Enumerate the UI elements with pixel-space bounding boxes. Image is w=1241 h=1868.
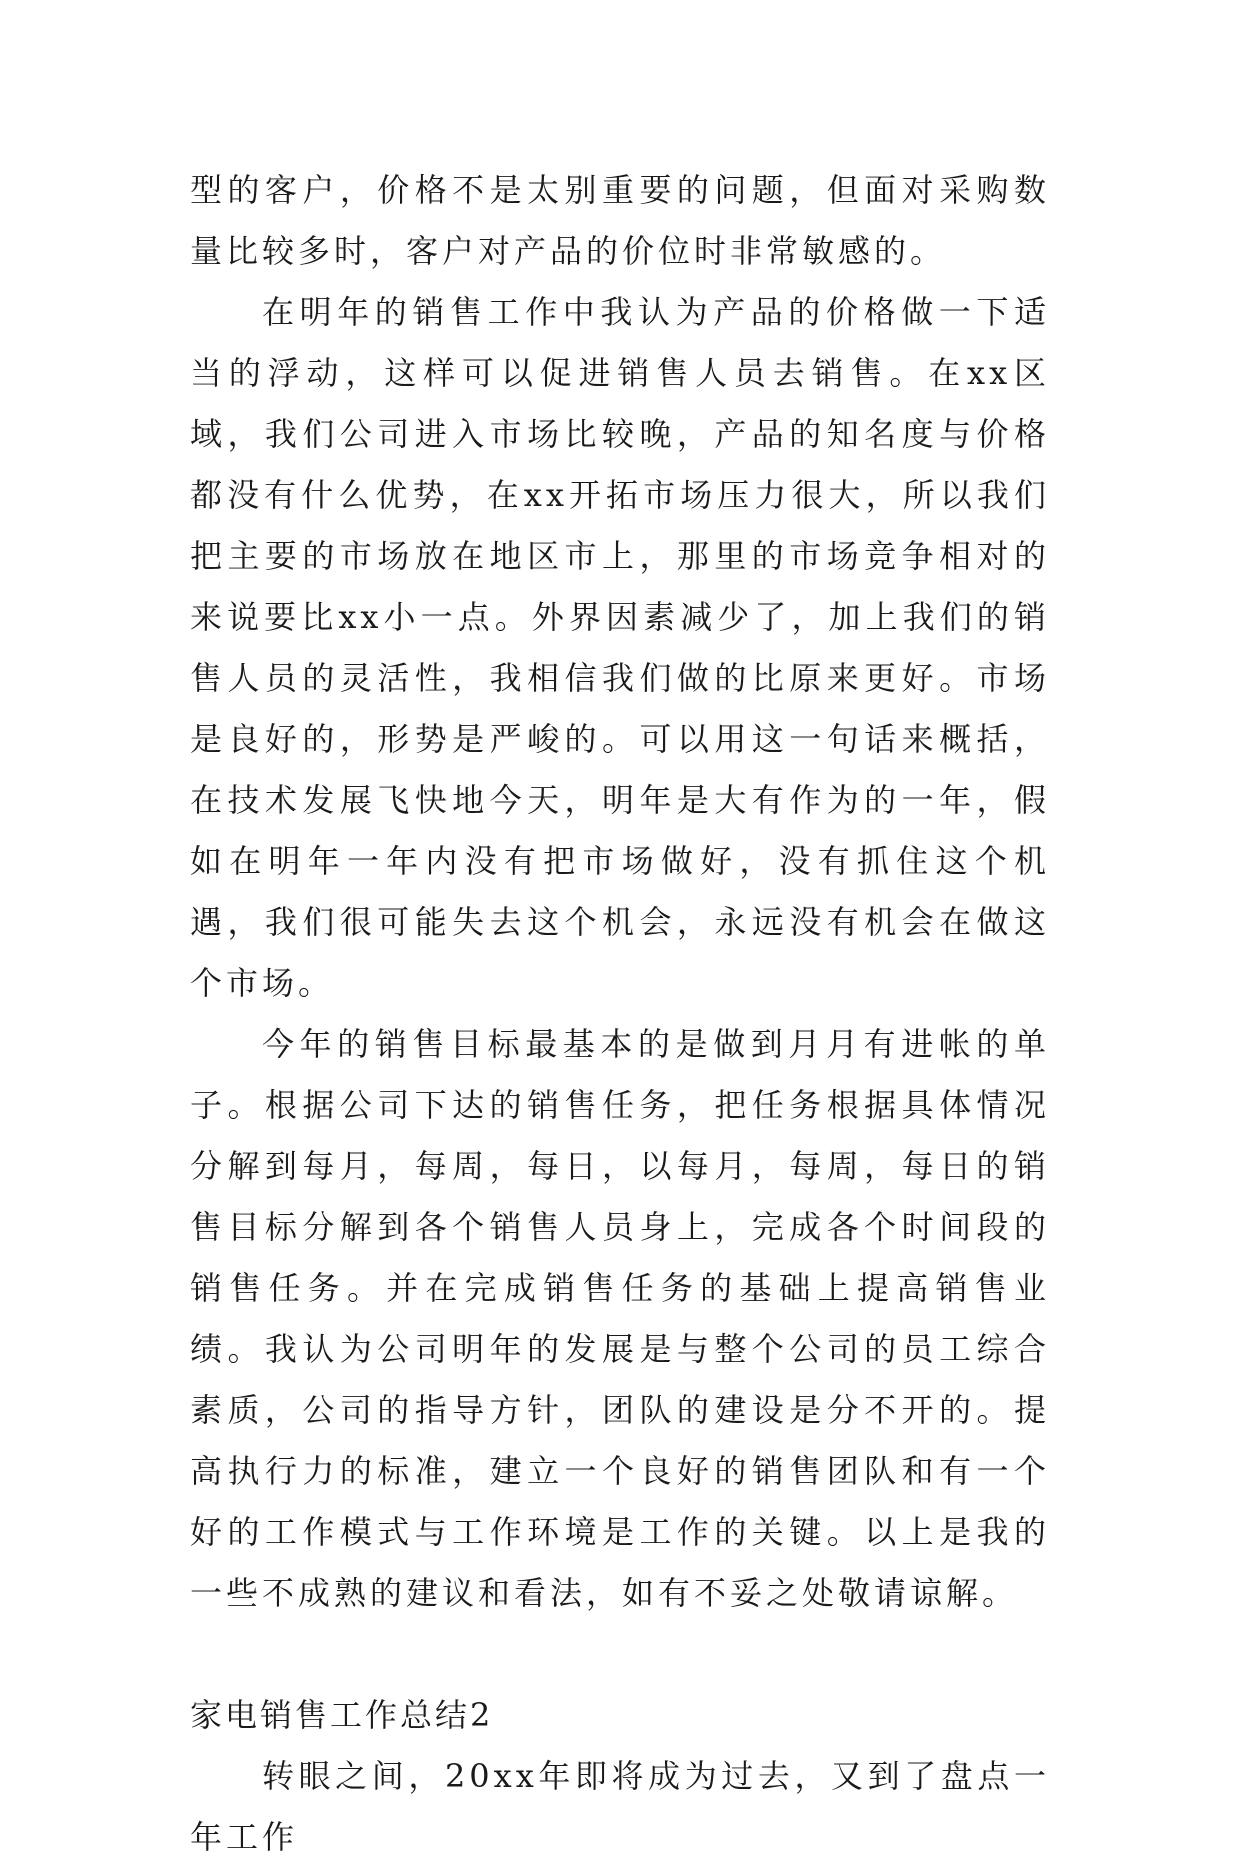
- paragraph-pricing: 在明年的销售工作中我认为产品的价格做一下适当的浮动，这样可以促进销售人员去销售。在xx区域，我们公司进入市场比较晚，产品的知名度与价格都没有什么优势，在xx开拓市场压力很大，所以我们把主要的市场放在地区市上，那里的市场竞争相对的来说要比xx小一点。外界因素减少了，加上我们的销售人员的灵活性，我相信我们做的比原来更好。市场是良好的，形势是严峻的。可以用这一句话来概括，在技术发展飞快地今天，明年是大有作为的一年，假如在明年一年内没有把市场做好，没有抓住这个机遇，我们很可能失去这个机会，永远没有机会在做这个市场。: [190, 293, 1050, 1002]
- document-body: [190, 160, 1050, 1868]
- paragraph-continued: 型的客户，价格不是太别重要的问题，但面对采购数量比较多时，客户对产品的价位时非常敏感的。: [190, 171, 1050, 270]
- section-heading: 家电销售工作总结2: [190, 1696, 494, 1734]
- paragraph-sales-target: 今年的销售目标最基本的是做到月月有进帐的单子。根据公司下达的销售任务，把任务根据具体情况分解到每月，每周，每日，以每月，每周，每日的销售目标分解到各个销售人员身上，完成各个时间段的销售任务。并在完成销售任务的基础上提高销售业绩。我认为公司明年的发展是与整个公司的员工综合素质，公司的指导方针，团队的建设是分不开的。提高执行力的标准，建立一个良好的销售团队和有一个好的工作模式与工作环境是工作的关键。以上是我的一些不成熟的建议和看法，如有不妥之处敬请谅解。: [190, 1025, 1050, 1612]
- paragraph-section-intro: 转眼之间，20xx年即将成为过去，又到了盘点一年工作: [190, 1757, 1050, 1856]
